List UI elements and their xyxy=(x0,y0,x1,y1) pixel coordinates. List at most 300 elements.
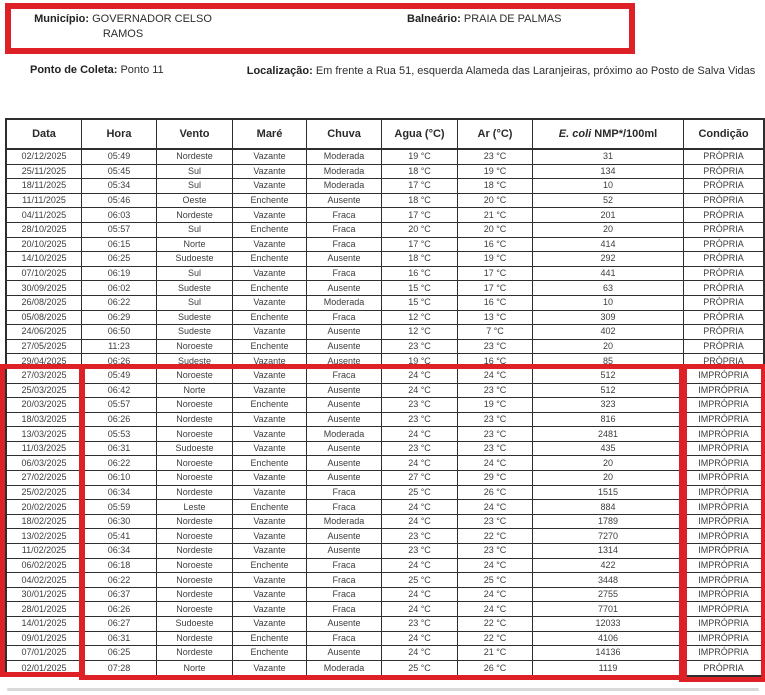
cell-hora: 06:31 xyxy=(82,442,157,457)
cell-condicao: IMPRÓPRIA xyxy=(684,602,763,617)
cell-agua: 15 °C xyxy=(382,281,458,296)
cell-hora: 06:25 xyxy=(82,252,157,267)
cell-mare: Vazante xyxy=(233,384,307,399)
cell-hora: 11:23 xyxy=(82,340,157,355)
cell-condicao: IMPRÓPRIA xyxy=(684,442,763,457)
cell-agua: 12 °C xyxy=(382,311,458,326)
cell-condicao: PRÓPRIA xyxy=(684,281,763,296)
cell-hora: 06:26 xyxy=(82,354,157,369)
cell-chuva: Fraca xyxy=(307,223,382,238)
cell-chuva: Ausente xyxy=(307,544,382,559)
cell-hora: 06:19 xyxy=(82,267,157,282)
cell-agua: 18 °C xyxy=(382,252,458,267)
cell-agua: 27 °C xyxy=(382,471,458,486)
cell-ecoli: 20 xyxy=(533,456,684,471)
table-row xyxy=(7,529,763,544)
cell-vento: Nordeste xyxy=(157,515,233,530)
cell-agua: 24 °C xyxy=(382,646,458,661)
cell-chuva: Ausente xyxy=(307,529,382,544)
cell-ecoli: 414 xyxy=(533,238,684,253)
cell-mare: Vazante xyxy=(233,267,307,282)
cell-ar: 23 °C xyxy=(458,413,533,428)
cell-ecoli: 134 xyxy=(533,165,684,180)
cell-data: 30/09/2025 xyxy=(7,281,82,296)
cell-agua: 18 °C xyxy=(382,165,458,180)
cell-hora: 06:34 xyxy=(82,486,157,501)
cell-ar: 18 °C xyxy=(458,179,533,194)
cell-mare: Enchente xyxy=(233,340,307,355)
cell-agua: 17 °C xyxy=(382,208,458,223)
cell-vento: Sudeste xyxy=(157,325,233,340)
cell-hora: 06:15 xyxy=(82,238,157,253)
table-row xyxy=(7,223,763,238)
cell-ar: 25 °C xyxy=(458,573,533,588)
cell-condicao: PRÓPRIA xyxy=(684,325,763,340)
cell-vento: Nordeste xyxy=(157,646,233,661)
cell-agua: 25 °C xyxy=(382,573,458,588)
cell-data: 18/11/2025 xyxy=(7,179,82,194)
cell-chuva: Fraca xyxy=(307,238,382,253)
table-row xyxy=(7,588,763,603)
balneario-label: Balneário: xyxy=(407,13,461,25)
cell-condicao: PRÓPRIA xyxy=(684,208,763,223)
cell-hora: 05:34 xyxy=(82,179,157,194)
cell-ecoli: 20 xyxy=(533,471,684,486)
table-row xyxy=(7,354,763,369)
cell-chuva: Moderada xyxy=(307,150,382,165)
cell-hora: 06:27 xyxy=(82,617,157,632)
table-row xyxy=(7,252,763,267)
cell-hora: 06:34 xyxy=(82,544,157,559)
table-row xyxy=(7,340,763,355)
cell-ar: 19 °C xyxy=(458,165,533,180)
cell-agua: 12 °C xyxy=(382,325,458,340)
cell-ecoli: 7270 xyxy=(533,529,684,544)
cell-ar: 29 °C xyxy=(458,471,533,486)
cell-data: 02/01/2025 xyxy=(7,661,82,676)
cell-hora: 06:26 xyxy=(82,413,157,428)
cell-chuva: Ausente xyxy=(307,281,382,296)
cell-agua: 24 °C xyxy=(382,427,458,442)
cell-data: 11/02/2025 xyxy=(7,544,82,559)
balneario-field xyxy=(407,12,637,27)
cell-condicao: IMPRÓPRIA xyxy=(684,500,763,515)
cell-vento: Nordeste xyxy=(157,208,233,223)
cell-agua: 17 °C xyxy=(382,179,458,194)
cell-chuva: Ausente xyxy=(307,194,382,209)
cell-hora: 06:29 xyxy=(82,311,157,326)
cell-ar: 24 °C xyxy=(458,456,533,471)
table-row xyxy=(7,617,763,632)
cell-mare: Vazante xyxy=(233,442,307,457)
column-header-vento: Vento xyxy=(157,120,233,150)
cell-chuva: Ausente xyxy=(307,442,382,457)
table-row xyxy=(7,296,763,311)
cell-condicao: PRÓPRIA xyxy=(684,194,763,209)
table-body xyxy=(7,150,763,675)
cell-condicao: IMPRÓPRIA xyxy=(684,398,763,413)
localizacao-field xyxy=(245,64,757,79)
cell-mare: Enchente xyxy=(233,398,307,413)
cell-mare: Vazante xyxy=(233,617,307,632)
cell-data: 18/03/2025 xyxy=(7,413,82,428)
cell-condicao: IMPRÓPRIA xyxy=(684,471,763,486)
cell-hora: 06:37 xyxy=(82,588,157,603)
cell-data: 07/01/2025 xyxy=(7,646,82,661)
cell-vento: Nordeste xyxy=(157,413,233,428)
cell-hora: 07:28 xyxy=(82,661,157,676)
municipio-value: GOVERNADOR CELSO RAMOS xyxy=(92,13,212,40)
cell-mare: Enchente xyxy=(233,559,307,574)
cell-hora: 05:49 xyxy=(82,369,157,384)
cell-mare: Vazante xyxy=(233,471,307,486)
cell-chuva: Ausente xyxy=(307,325,382,340)
cell-mare: Vazante xyxy=(233,427,307,442)
cell-agua: 24 °C xyxy=(382,515,458,530)
cell-ecoli: 435 xyxy=(533,442,684,457)
cell-chuva: Ausente xyxy=(307,252,382,267)
cell-ar: 21 °C xyxy=(458,646,533,661)
cell-ecoli: 422 xyxy=(533,559,684,574)
cell-mare: Enchente xyxy=(233,194,307,209)
cell-condicao: PRÓPRIA xyxy=(684,165,763,180)
cell-ar: 16 °C xyxy=(458,238,533,253)
cell-ecoli: 52 xyxy=(533,194,684,209)
cell-agua: 24 °C xyxy=(382,559,458,574)
cell-chuva: Ausente xyxy=(307,398,382,413)
cell-vento: Nordeste xyxy=(157,486,233,501)
cell-ecoli: 20 xyxy=(533,340,684,355)
cell-mare: Vazante xyxy=(233,602,307,617)
ecoli-italic-text: E. coli xyxy=(558,128,592,140)
cell-ar: 24 °C xyxy=(458,588,533,603)
cell-mare: Vazante xyxy=(233,296,307,311)
cell-agua: 23 °C xyxy=(382,442,458,457)
cell-hora: 06:02 xyxy=(82,281,157,296)
cell-ecoli: 3448 xyxy=(533,573,684,588)
cell-agua: 17 °C xyxy=(382,238,458,253)
cell-ecoli: 14136 xyxy=(533,646,684,661)
cell-vento: Sudeste xyxy=(157,354,233,369)
cell-vento: Sudeste xyxy=(157,281,233,296)
municipio-balneario-box xyxy=(5,3,635,54)
cell-ar: 19 °C xyxy=(458,252,533,267)
cell-ar: 7 °C xyxy=(458,325,533,340)
cell-ar: 24 °C xyxy=(458,500,533,515)
cell-mare: Vazante xyxy=(233,325,307,340)
cell-agua: 23 °C xyxy=(382,398,458,413)
cell-ar: 22 °C xyxy=(458,632,533,647)
cell-hora: 06:10 xyxy=(82,471,157,486)
cell-ecoli: 402 xyxy=(533,325,684,340)
cell-ecoli: 201 xyxy=(533,208,684,223)
cell-ar: 24 °C xyxy=(458,369,533,384)
cell-hora: 05:49 xyxy=(82,150,157,165)
table-row xyxy=(7,311,763,326)
water-quality-table xyxy=(5,118,765,677)
cell-chuva: Fraca xyxy=(307,486,382,501)
cell-ar: 26 °C xyxy=(458,661,533,676)
cell-data: 06/03/2025 xyxy=(7,456,82,471)
table-row xyxy=(7,384,763,399)
table-row xyxy=(7,544,763,559)
cell-agua: 23 °C xyxy=(382,544,458,559)
cell-condicao: PRÓPRIA xyxy=(703,662,744,673)
cell-condicao: PRÓPRIA xyxy=(684,252,763,267)
cell-hora: 06:26 xyxy=(82,602,157,617)
cell-chuva: Moderada xyxy=(307,661,382,676)
cell-mare: Vazante xyxy=(233,661,307,676)
cell-agua: 24 °C xyxy=(382,588,458,603)
cell-mare: Vazante xyxy=(233,573,307,588)
cell-vento: Sul xyxy=(157,267,233,282)
cell-condicao: PRÓPRIA xyxy=(684,311,763,326)
cell-vento: Norte xyxy=(157,238,233,253)
cell-vento: Sul xyxy=(157,179,233,194)
cell-chuva: Ausente xyxy=(307,471,382,486)
cell-condicao: PRÓPRIA xyxy=(684,238,763,253)
cell-ar: 22 °C xyxy=(458,529,533,544)
cell-data: 07/10/2025 xyxy=(7,267,82,282)
cell-data: 02/12/2025 xyxy=(7,150,82,165)
cell-ar: 19 °C xyxy=(458,398,533,413)
cell-ar: 21 °C xyxy=(458,208,533,223)
cell-mare: Enchente xyxy=(233,223,307,238)
cell-hora: 06:22 xyxy=(82,456,157,471)
cell-ecoli: 7701 xyxy=(533,602,684,617)
cell-chuva: Ausente xyxy=(307,617,382,632)
cell-chuva: Ausente xyxy=(307,384,382,399)
bottom-divider-line xyxy=(7,688,759,691)
table-row xyxy=(7,413,763,428)
column-header-mare: Maré xyxy=(233,120,307,150)
table-row xyxy=(7,267,763,282)
cell-vento: Leste xyxy=(157,500,233,515)
table-row xyxy=(7,602,763,617)
cell-vento: Nordeste xyxy=(157,632,233,647)
cell-ecoli: 20 xyxy=(533,223,684,238)
cell-data: 26/08/2025 xyxy=(7,296,82,311)
table-row xyxy=(7,442,763,457)
table-row xyxy=(7,559,763,574)
table-row xyxy=(7,573,763,588)
cell-mare: Vazante xyxy=(233,486,307,501)
cell-mare: Vazante xyxy=(233,179,307,194)
cell-condicao: IMPRÓPRIA xyxy=(684,456,763,471)
cell-ar: 20 °C xyxy=(458,223,533,238)
cell-vento: Noroeste xyxy=(157,573,233,588)
balneario-value: PRAIA DE PALMAS xyxy=(463,13,562,25)
cell-condicao: IMPRÓPRIA xyxy=(684,588,763,603)
cell-agua: 24 °C xyxy=(382,369,458,384)
cell-chuva: Fraca xyxy=(307,573,382,588)
cell-ar: 23 °C xyxy=(458,442,533,457)
column-header-ecoli: E. coli NMP*/100ml xyxy=(533,120,684,150)
cell-chuva: Fraca xyxy=(307,632,382,647)
cell-ecoli: 309 xyxy=(533,311,684,326)
table-row xyxy=(7,150,763,165)
cell-ecoli: 31 xyxy=(533,150,684,165)
cell-ar: 23 °C xyxy=(458,544,533,559)
cell-vento: Sudoeste xyxy=(157,442,233,457)
cell-ar: 13 °C xyxy=(458,311,533,326)
cell-hora: 05:46 xyxy=(82,194,157,209)
cell-mare: Enchente xyxy=(233,632,307,647)
cell-ar: 24 °C xyxy=(458,602,533,617)
table-row xyxy=(7,208,763,223)
cell-vento: Sul xyxy=(157,223,233,238)
cell-ecoli: 1789 xyxy=(533,515,684,530)
table-row xyxy=(7,194,763,209)
cell-vento: Norte xyxy=(157,661,233,676)
cell-mare: Vazante xyxy=(233,208,307,223)
cell-condicao: PRÓPRIA xyxy=(684,296,763,311)
cell-chuva: Ausente xyxy=(307,456,382,471)
cell-vento: Noroeste xyxy=(157,398,233,413)
column-header-ar: Ar (°C) xyxy=(458,120,533,150)
cell-vento: Noroeste xyxy=(157,340,233,355)
cell-condicao: IMPRÓPRIA xyxy=(684,544,763,559)
cell-agua: 24 °C xyxy=(382,384,458,399)
cell-ecoli: 4106 xyxy=(533,632,684,647)
table-row xyxy=(7,179,763,194)
cell-ecoli: 512 xyxy=(533,369,684,384)
cell-data: 11/03/2025 xyxy=(7,442,82,457)
cell-data: 11/11/2025 xyxy=(7,194,82,209)
table-row xyxy=(7,500,763,515)
cell-condicao: IMPRÓPRIA xyxy=(684,486,763,501)
cell-hora: 05:57 xyxy=(82,398,157,413)
column-header-condicao: Condição xyxy=(684,120,763,150)
table-row xyxy=(7,486,763,501)
cell-hora: 06:18 xyxy=(82,559,157,574)
cell-hora: 06:42 xyxy=(82,384,157,399)
cell-agua: 24 °C xyxy=(382,602,458,617)
cell-vento: Nordeste xyxy=(157,588,233,603)
cell-agua: 16 °C xyxy=(382,267,458,282)
cell-ecoli: 1314 xyxy=(533,544,684,559)
cell-condicao: IMPRÓPRIA xyxy=(684,413,763,428)
cell-condicao: PRÓPRIA xyxy=(684,267,763,282)
ponto-coleta-label: Ponto de Coleta: xyxy=(30,64,118,76)
cell-mare: Vazante xyxy=(233,238,307,253)
cell-ar: 20 °C xyxy=(458,194,533,209)
cell-agua: 23 °C xyxy=(382,413,458,428)
cell-condicao: IMPRÓPRIA xyxy=(684,515,763,530)
cell-vento: Oeste xyxy=(157,194,233,209)
cell-condicao: IMPRÓPRIA xyxy=(684,529,763,544)
cell-data: 28/10/2025 xyxy=(7,223,82,238)
cell-ar: 17 °C xyxy=(458,267,533,282)
cell-ar: 24 °C xyxy=(458,559,533,574)
cell-data: 27/03/2025 xyxy=(7,369,82,384)
cell-agua: 24 °C xyxy=(382,456,458,471)
cell-vento: Sul xyxy=(157,165,233,180)
cell-chuva: Fraca xyxy=(307,267,382,282)
cell-mare: Vazante xyxy=(233,515,307,530)
cell-chuva: Moderada xyxy=(307,427,382,442)
cell-data: 27/02/2025 xyxy=(7,471,82,486)
cell-agua: 20 °C xyxy=(382,223,458,238)
cell-data: 20/10/2025 xyxy=(7,238,82,253)
table-row xyxy=(7,427,763,442)
cell-agua: 23 °C xyxy=(382,529,458,544)
cell-chuva: Fraca xyxy=(307,588,382,603)
cell-ecoli: 292 xyxy=(533,252,684,267)
cell-chuva: Ausente xyxy=(307,340,382,355)
cell-ecoli: 441 xyxy=(533,267,684,282)
cell-condicao: IMPRÓPRIA xyxy=(684,384,763,399)
cell-ar: 17 °C xyxy=(458,281,533,296)
table-row xyxy=(7,515,763,530)
table-row xyxy=(7,632,763,647)
cell-hora: 06:50 xyxy=(82,325,157,340)
cell-ar: 23 °C xyxy=(458,340,533,355)
cell-condicao: IMPRÓPRIA xyxy=(684,632,763,647)
cell-vento: Noroeste xyxy=(157,602,233,617)
cell-ar: 16 °C xyxy=(458,354,533,369)
cell-vento: Nordeste xyxy=(157,544,233,559)
cell-condicao: PRÓPRIA xyxy=(684,150,763,165)
cell-data: 30/01/2025 xyxy=(7,588,82,603)
cell-agua: 23 °C xyxy=(382,617,458,632)
cell-chuva: Ausente xyxy=(307,413,382,428)
cell-ecoli: 884 xyxy=(533,500,684,515)
cell-vento: Sudoeste xyxy=(157,252,233,267)
cell-data: 13/03/2025 xyxy=(7,427,82,442)
cell-data: 04/02/2025 xyxy=(7,573,82,588)
cell-agua: 23 °C xyxy=(382,340,458,355)
cell-condicao: PRÓPRIA xyxy=(684,340,763,355)
cell-data: 18/02/2025 xyxy=(7,515,82,530)
cell-data: 20/03/2025 xyxy=(7,398,82,413)
cell-data: 25/11/2025 xyxy=(7,165,82,180)
cell-condicao: IMPRÓPRIA xyxy=(684,369,763,384)
ponto-coleta-field xyxy=(30,64,164,76)
cell-agua: 18 °C xyxy=(382,194,458,209)
table-row xyxy=(7,238,763,253)
cell-data: 06/02/2025 xyxy=(7,559,82,574)
cell-hora: 06:31 xyxy=(82,632,157,647)
cell-ecoli: 2755 xyxy=(533,588,684,603)
cell-vento: Noroeste xyxy=(157,369,233,384)
cell-condicao: IMPRÓPRIA xyxy=(684,617,763,632)
cell-vento: Sudeste xyxy=(157,311,233,326)
cell-data: 25/03/2025 xyxy=(7,384,82,399)
cell-vento: Sul xyxy=(157,296,233,311)
cell-ar: 23 °C xyxy=(458,515,533,530)
cell-ar: 23 °C xyxy=(458,384,533,399)
table-row xyxy=(7,165,763,180)
cell-agua: 24 °C xyxy=(382,632,458,647)
column-header-data: Data xyxy=(7,120,82,150)
cell-mare: Enchente xyxy=(233,456,307,471)
cell-ecoli: 1119 xyxy=(533,661,684,676)
cell-ar: 26 °C xyxy=(458,486,533,501)
table-row xyxy=(7,471,763,486)
cell-chuva: Fraca xyxy=(307,311,382,326)
cell-chuva: Fraca xyxy=(307,602,382,617)
cell-mare: Vazante xyxy=(233,369,307,384)
cell-vento: Norte xyxy=(157,384,233,399)
cell-data: 14/10/2025 xyxy=(7,252,82,267)
table-row xyxy=(7,646,763,661)
cell-ar: 22 °C xyxy=(458,617,533,632)
cell-ecoli: 323 xyxy=(533,398,684,413)
cell-agua: 19 °C xyxy=(382,150,458,165)
cell-ecoli: 816 xyxy=(533,413,684,428)
table-row xyxy=(7,325,763,340)
